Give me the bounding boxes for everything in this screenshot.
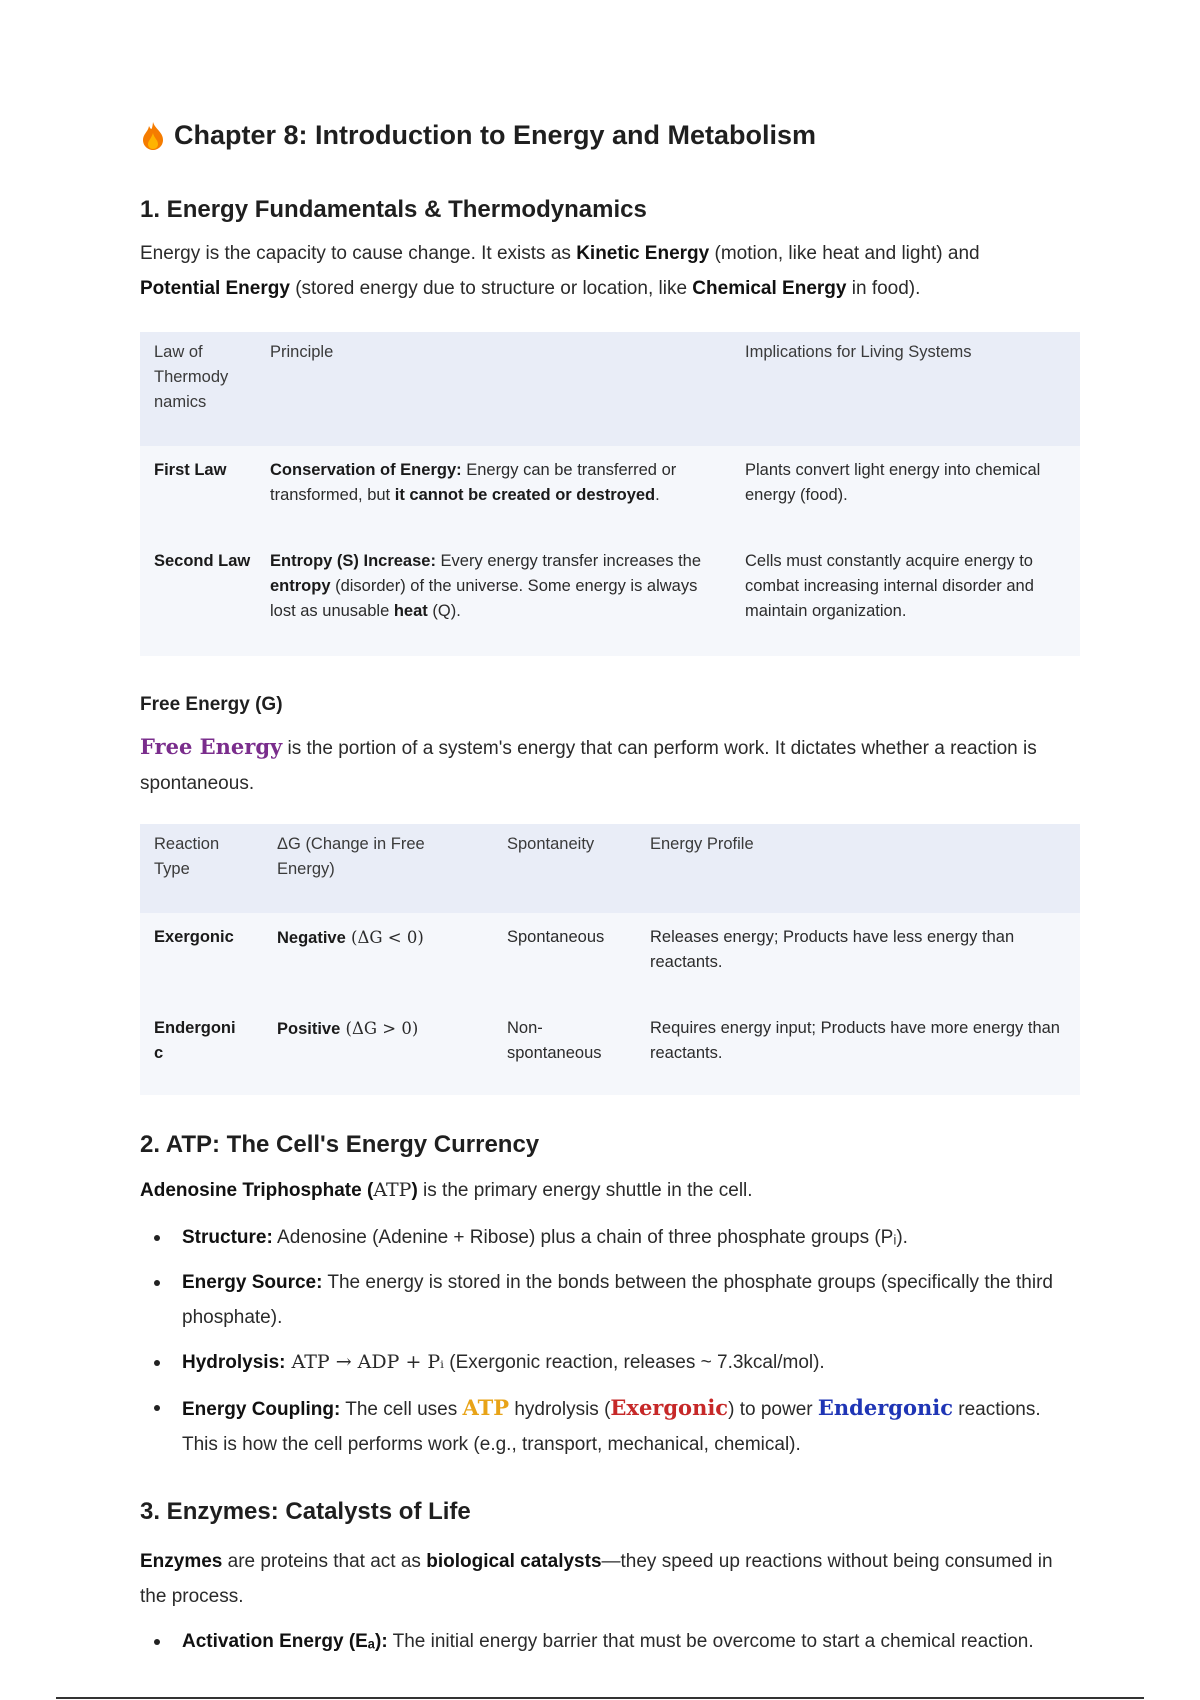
fire-icon [140, 121, 166, 151]
list-item: Hydrolysis: ATP → ADP + Pᵢ (Exergonic reaction, releases ~ 7.3kcal/mol). [140, 1345, 1080, 1380]
free-energy-heading: Free Energy (G) [140, 694, 283, 715]
row-law: First Law [154, 461, 227, 479]
list-item: Energy Coupling: The cell uses ATP hydrolysis (Exergonic) to power Endergonic reactions. This is how the cell performs work (e.g., transport, mechanical, chemical). [140, 1390, 1080, 1462]
section-1-heading: 1. Energy Fundamentals & Thermodynamics [140, 196, 647, 223]
page-bottom-rule [56, 1697, 1144, 1699]
row-delta-g: Negative (ΔG < 0) [277, 928, 424, 947]
list-item: Energy Source: The energy is stored in the bonds between the phosphate groups (specifically the third phosphate). [140, 1265, 1080, 1335]
table-row [140, 1004, 1080, 1095]
header-energy-profile: Energy Profile [650, 835, 754, 853]
header-implications: Implications for Living Systems [745, 343, 972, 361]
table-row [140, 446, 1080, 537]
row-law: Second Law [154, 552, 251, 570]
section-3-heading: 3. Enzymes: Catalysts of Life [140, 1498, 471, 1525]
row-implication: Plants convert light energy into chemical energy (food). [745, 461, 1041, 504]
row-type: Endergoni c [154, 1019, 236, 1062]
section-1-intro: Energy is the capacity to cause change. It exists as Kinetic Energy (motion, like heat and light) and Potential Energy (stored energy due to structure or location, like Chemical Energy in food). [140, 243, 980, 299]
header-delta-g: ΔG (Change in Free Energy) [277, 835, 425, 878]
row-profile: Requires energy input; Products have more energy than reactants. [650, 1019, 1060, 1062]
header-spontaneity: Spontaneity [507, 835, 595, 853]
atp-bullet-list [140, 1220, 1080, 1472]
row-spontaneity: Non-spontaneous [507, 1019, 602, 1062]
list-item: Activation Energy (Eₐ): The initial energy barrier that must be overcome to start a chemical reaction. [140, 1624, 1080, 1659]
row-type: Exergonic [154, 928, 234, 946]
row-implication: Cells must constantly acquire energy to combat increasing internal disorder and maintain organization. [745, 552, 1034, 620]
header-reaction-type: Reaction Type [154, 835, 220, 878]
header-principle: Principle [270, 343, 334, 361]
row-spontaneity: Spontaneous [507, 928, 605, 946]
row-delta-g: Positive (ΔG > 0) [277, 1019, 419, 1038]
section-3-intro: Enzymes are proteins that act as biological catalysts—they speed up reactions without being consumed in the process. [140, 1551, 1053, 1607]
chapter-title [140, 120, 816, 151]
table-row [140, 913, 1080, 1004]
section-2-intro: Adenosine Triphosphate (ATP) is the primary energy shuttle in the cell. [140, 1179, 753, 1201]
row-profile: Releases energy; Products have less energy than reactants. [650, 928, 1015, 971]
table-header-row [140, 824, 1080, 913]
reaction-types-table [140, 824, 1080, 1095]
table-row [140, 537, 1080, 656]
free-energy-paragraph: Free Energy is the portion of a system's energy that can perform work. It dictates whether a reaction is spontaneous. [140, 734, 1037, 794]
list-item: Structure: Adenosine (Adenine + Ribose) plus a chain of three phosphate groups (Pᵢ). [140, 1220, 1080, 1255]
table-header-row [140, 332, 1080, 446]
thermodynamics-table [140, 332, 1080, 656]
section-2-heading: 2. ATP: The Cell's Energy Currency [140, 1131, 540, 1158]
row-principle: Entropy (S) Increase: Every energy transfer increases the entropy (disorder) of the universe. Some energy is always lost as unusable heat (Q). [270, 552, 702, 620]
enzyme-bullet-list [140, 1624, 1080, 1669]
chapter-title-text: Chapter 8: Introduction to Energy and Metabolism [174, 120, 817, 150]
header-law: Law of Thermody namics [154, 343, 229, 411]
row-principle: Conservation of Energy: Energy can be transferred or transformed, but it cannot be created or destroyed. [270, 461, 677, 504]
